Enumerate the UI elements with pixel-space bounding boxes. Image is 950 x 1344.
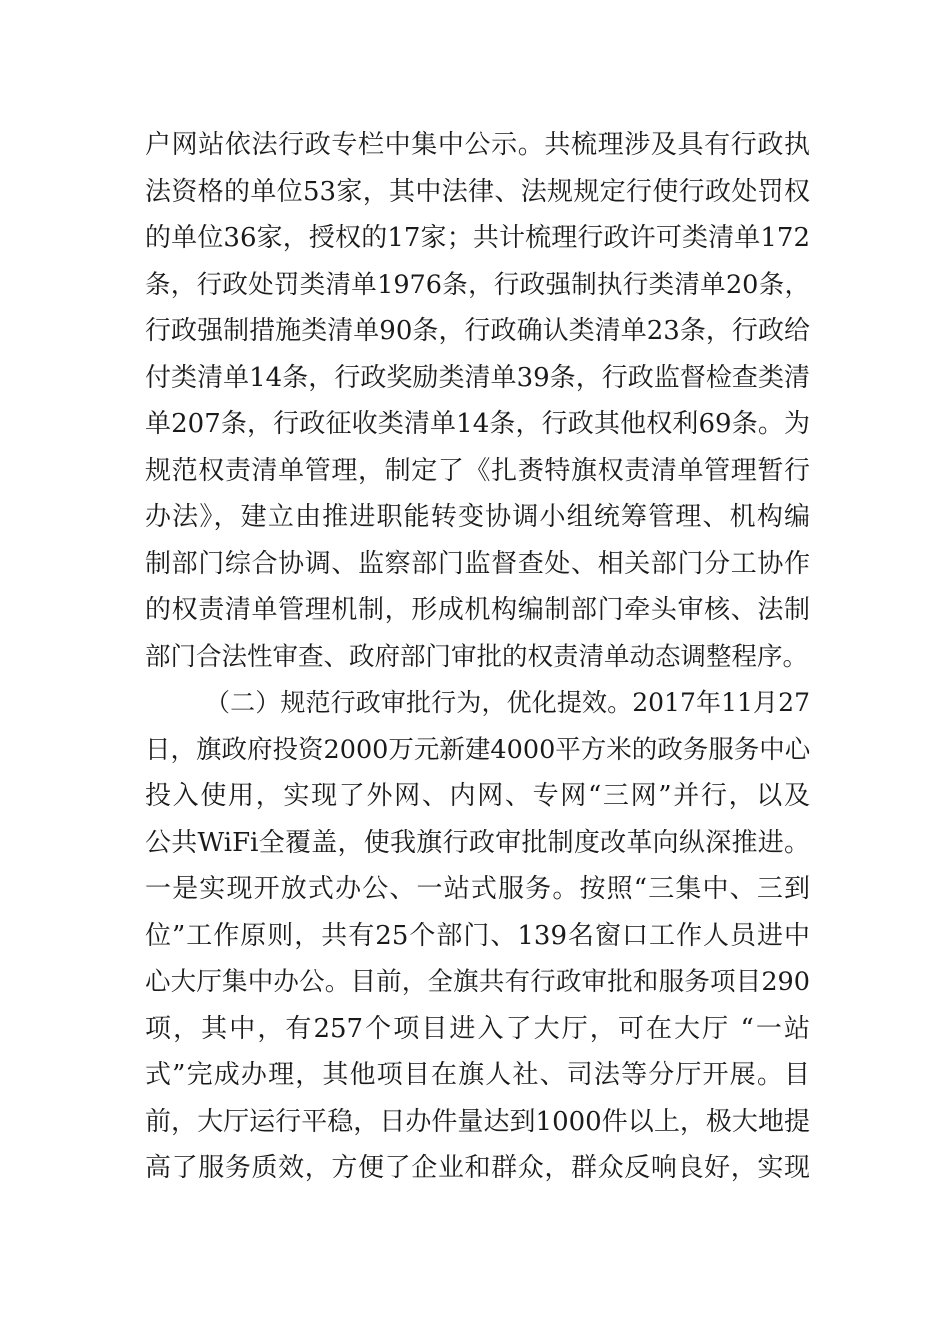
text-line: 行政强制措施类清单90条，行政确认类清单23条，行政给 [145, 316, 810, 346]
text-line: 项，其中，有257个项目进入了大厅，可在大厅 “一站 [145, 1013, 810, 1044]
text-line: 办法》，建立由推进职能转变协调小组统筹管理、机构编 [145, 502, 810, 532]
text-line: 位”工作原则，共有25个部门、139名窗口工作人员进中 [145, 920, 810, 951]
text-line: 户网站依法行政专栏中集中公示。共梳理涉及具有行政执 [145, 130, 810, 160]
text-line: 的单位36家，授权的17家；共计梳理行政许可类清单172 [145, 223, 810, 253]
text-line: 制部门综合协调、监察部门监督查处、相关部门分工协作 [145, 548, 810, 579]
section-heading-line: （二）规范行政审批行为，优化提效。2017年11月27 [205, 688, 810, 717]
text-line: 付类清单14条，行政奖励类清单39条，行政监督检查类清 [145, 362, 810, 393]
text-line: 日，旗政府投资2000万元新建4000平方米的政务服务中心 [145, 734, 811, 765]
text-line: 法资格的单位53家，其中法律、法规规定行使行政处罚权 [145, 176, 810, 207]
text-line: 的权责清单管理机制，形成机构编制部门牵头审核、法制 [145, 595, 810, 625]
text-line: 心大厅集中办公。目前，全旗共有行政审批和服务项目290 [145, 967, 810, 997]
text-line: 单207条，行政征收类清单14条，行政其他权利69条。为 [145, 409, 810, 439]
text-line: 投入使用，实现了外网、内网、专网“三网”并行，以及 [145, 781, 810, 811]
text-line: 式”完成办理，其他项目在旗人社、司法等分厅开展。目 [145, 1060, 810, 1090]
text-line: 公共WiFi全覆盖，使我旗行政审批制度改革向纵深推进。 [145, 827, 810, 858]
text-line: 高了服务质效，方便了企业和群众，群众反响良好，实现 [145, 1153, 810, 1183]
text-line: 规范权责清单管理，制定了《扎赉特旗权责清单管理暂行 [145, 455, 810, 486]
text-line: 条，行政处罚类清单1976条，行政强制执行类清单20条， [145, 269, 810, 300]
text-line: 一是实现开放式办公、一站式服务。按照“三集中、三到 [145, 874, 810, 904]
text-line: 部门合法性审查、政府部门审批的权责清单动态调整程序。 [145, 641, 809, 672]
text-line: 前，大厅运行平稳，日办件量达到1000件以上，极大地提 [145, 1106, 810, 1137]
body-text [145, 122, 810, 1192]
